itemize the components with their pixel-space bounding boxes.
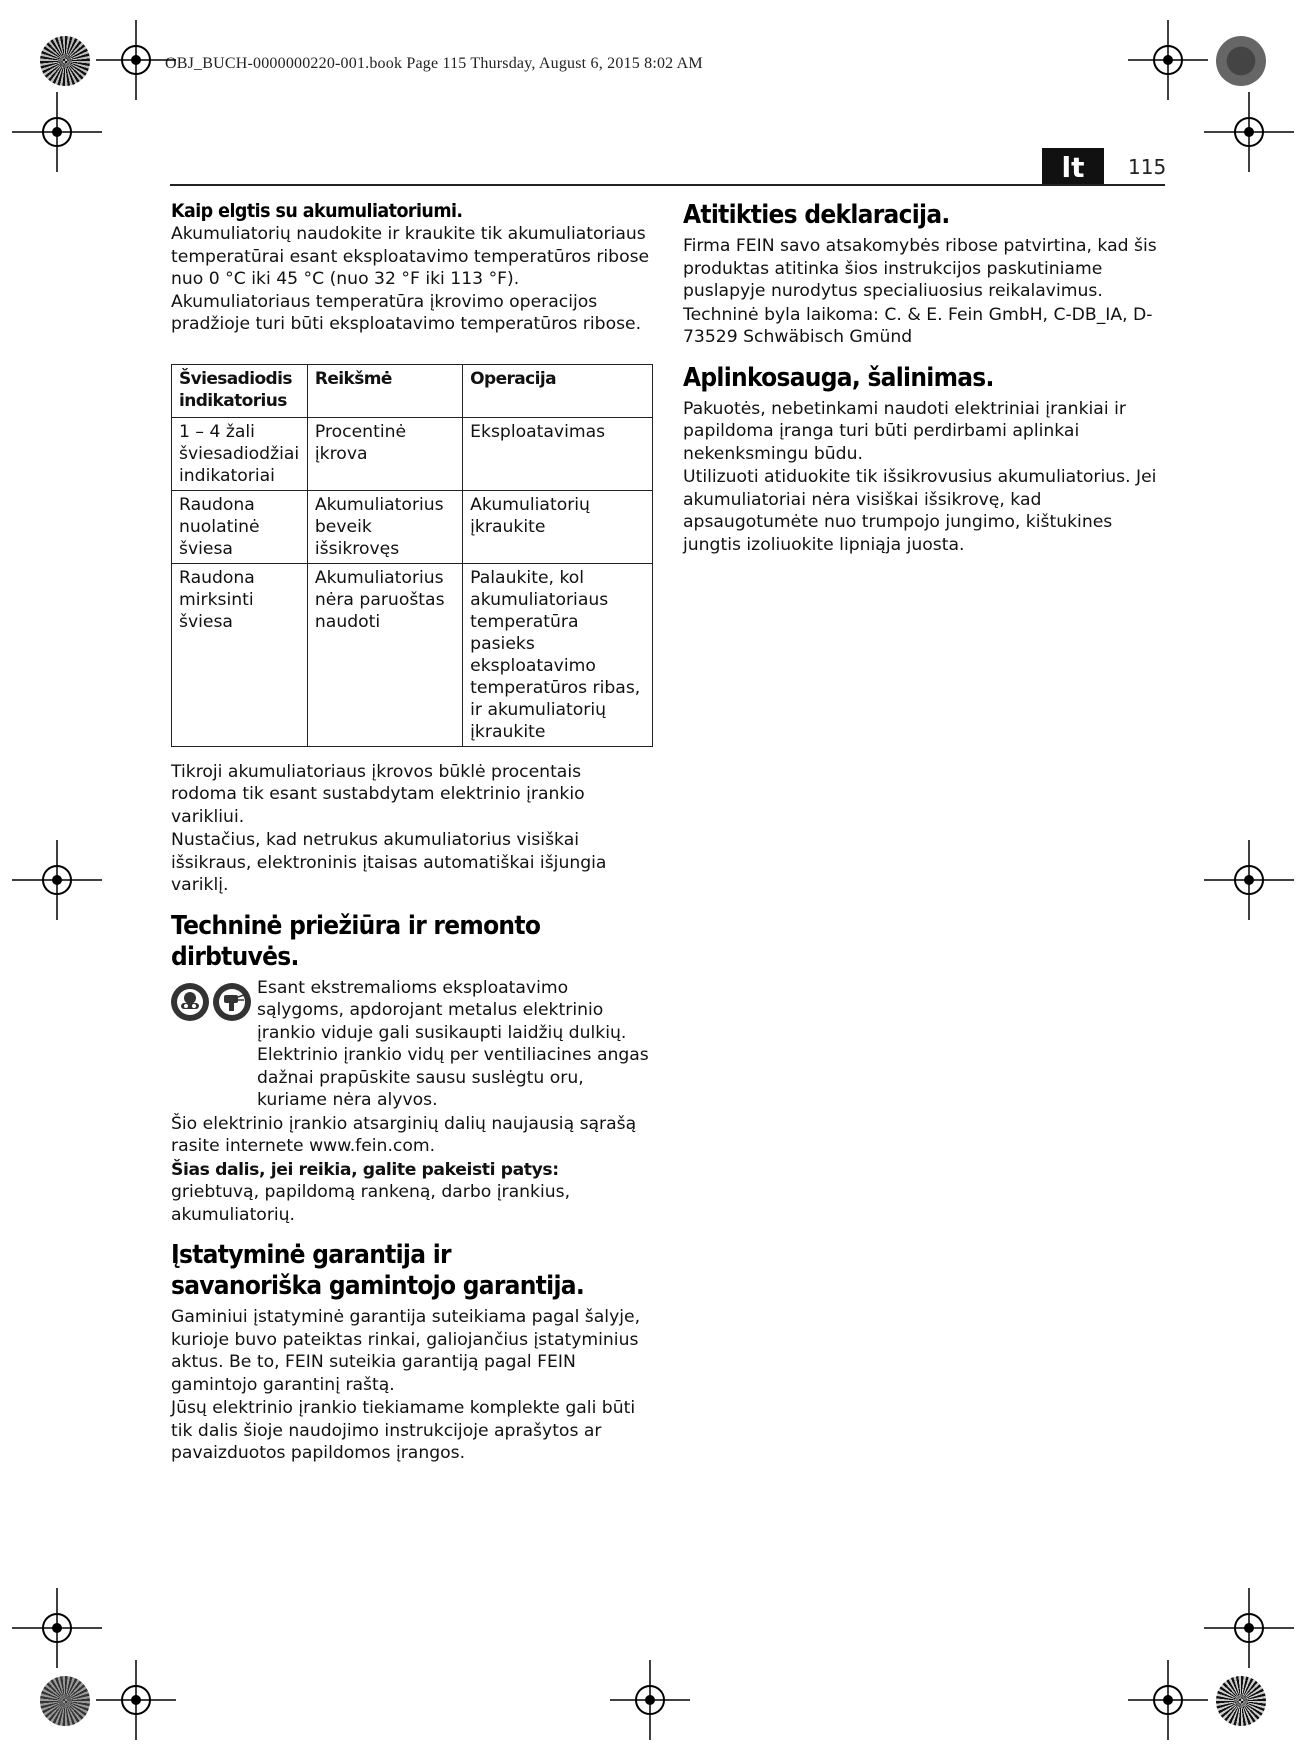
eye-protection-icon — [171, 983, 209, 1021]
registration-mark-icon — [96, 20, 176, 100]
spare-parts-text: Šio elektrinio įrankio atsarginių dalių naujausią sąrašą rasite internete www.fein.com. — [171, 1113, 637, 1156]
environment-text-1: Pakuotės, nebetinkami naudoti elektriniai įrankiai ir papildoma įranga turi būti perdirbami aplinkai nekenksmingu būdu. — [683, 398, 1126, 464]
registration-mark-icon — [1128, 20, 1208, 100]
registration-mark-icon — [96, 1660, 176, 1740]
color-rosette-icon — [1216, 36, 1266, 86]
registration-mark-icon — [1128, 1660, 1208, 1740]
table-row — [172, 563, 653, 746]
registration-mark-icon — [12, 1588, 102, 1668]
replaceable-parts-text — [171, 1159, 651, 1227]
table-row — [172, 417, 653, 490]
charge-state-text: Tikroji akumuliatoriaus įkrovos būklė procentais rodoma tik esant sustabdytam elektrinio įrankio varikliui. — [171, 761, 585, 827]
blow-out-tool-icon — [213, 983, 251, 1021]
table-cell: Eksploatavimas — [463, 417, 653, 490]
table-header-row — [172, 364, 653, 417]
warranty-heading: Įstatyminė garantija ir savanoriška gamintojo garantija. — [171, 1240, 585, 1301]
language-badge: lt — [1042, 148, 1104, 186]
table-cell: 1 – 4 žali šviesadiodžiai indikatoriai — [172, 417, 308, 490]
table-cell: Raudona nuolatinė šviesa — [172, 490, 308, 563]
table-header-cell: Reikšmė — [307, 364, 462, 417]
header-rule — [170, 184, 1165, 186]
table-header-cell: Operacija — [463, 364, 653, 417]
conformity-text-1: Firma FEIN savo atsakomybės ribose patvirtina, kad šis produktas atitinka šios instrukcijos paskutiniame puslapyje nurodytus specialiuosius reikalavimus. — [683, 236, 1157, 301]
environment-text-2: Utilizuoti atiduokite tik išsikrovusius akumuliatorius. Jei akumuliatoriai nėra visiškai išsikrovę, kad apsaugotumėte nuo trumpojo jungimo, kištukines jungtis izoliuokite lipniąja juosta. — [683, 467, 1157, 555]
battery-heading: Kaip elgtis su akumuliatoriumi. — [171, 200, 463, 222]
table-cell: Akumuliatorius nėra paruoštas naudoti — [307, 563, 462, 746]
color-rosette-icon — [1216, 1676, 1266, 1726]
metal-dust-warning: Esant ekstremalioms eksploatavimo sąlygoms, apdorojant metalus elektrinio įrankio viduje gali susikaupti laidžių dulkių. Elektrinio įrankio vidų per ventiliacines angas dažnai prapūskite sausu suslėgtu oru, kuriame nėra alyvos. — [257, 977, 649, 1110]
table-cell: Palaukite, kol akumuliatoriaus temperatūra pasieks eksploatavimo temperatūros ribas, ir akumuliatorių įkraukite — [463, 563, 653, 746]
registration-mark-icon — [1204, 1588, 1294, 1668]
print-header: OBJ_BUCH-0000000220-001.book Page 115 Thursday, August 6, 2015 8:02 AM — [165, 55, 703, 72]
conformity-text-2: Techninė byla laikoma: C. & E. Fein GmbH, C-DB_IA, D-73529 Schwäbisch Gmünd — [683, 304, 1153, 347]
replaceable-parts-list: griebtuvą, papildomą rankeną, darbo įrankius, akumuliatorių. — [171, 1182, 571, 1225]
table-cell: Procentinė įkrova — [307, 417, 462, 490]
right-column — [683, 200, 1163, 557]
conformity-heading: Atitikties deklaracija. — [683, 200, 950, 230]
table-cell: Akumuliatorių įkraukite — [463, 490, 653, 563]
auto-shutoff-text: Nustačius, kad netrukus akumuliatorius visiškai išsikraus, elektroninis įtaisas automatiškai išjungia variklį. — [171, 830, 607, 895]
registration-mark-icon — [610, 1660, 690, 1740]
warranty-text-1: Gaminiui įstatyminė garantija suteikiama pagal šalyje, kurioje buvo pateiktas rinkai, galiojančius įstatyminius aktus. Be to, FEIN suteikia garantiją pagal FEIN gamintojo garantinį raštą. — [171, 1307, 641, 1395]
led-status-table — [171, 364, 653, 747]
warning-block — [171, 977, 651, 1113]
color-rosette-icon — [40, 36, 90, 86]
battery-text: Akumuliatorių naudokite ir kraukite tik akumuliatoriaus temperatūrai esant eksploatavimo temperatūros ribose nuo 0 °C iki 45 °C (nuo 32 °F iki 113 °F). Akumuliatoriaus temperatūra įkrovimo operacijos pradžioje turi būti eksploatavimo temperatūros ribose. — [171, 224, 650, 334]
table-cell: Raudona mirksinti šviesa — [172, 563, 308, 746]
warranty-text-2: Jūsų elektrinio įrankio tiekiamame komplekte gali būti tik dalis šioje naudojimo instrukcijoje aprašytos ar pavaizduotos papildomos įrangos. — [171, 1398, 636, 1463]
registration-mark-icon — [12, 92, 102, 172]
page-number: 115 — [1128, 155, 1167, 179]
registration-mark-icon — [1204, 92, 1294, 172]
table-header-cell: Šviesadiodis indikatorius — [172, 364, 308, 417]
environment-heading: Aplinkosauga, šalinimas. — [683, 362, 994, 393]
table-cell: Akumuliatorius beveik išsikrovęs — [307, 490, 462, 563]
registration-mark-icon — [12, 840, 102, 920]
maintenance-heading: Techninė priežiūra ir remonto dirbtuvės. — [171, 910, 541, 972]
replaceable-parts-label: Šias dalis, jei reikia, galite pakeisti patys: — [171, 1159, 559, 1180]
left-column — [171, 200, 651, 1466]
table-row — [172, 490, 653, 563]
warning-icons — [171, 977, 251, 1113]
color-rosette-icon — [40, 1676, 90, 1726]
registration-mark-icon — [1204, 840, 1294, 920]
